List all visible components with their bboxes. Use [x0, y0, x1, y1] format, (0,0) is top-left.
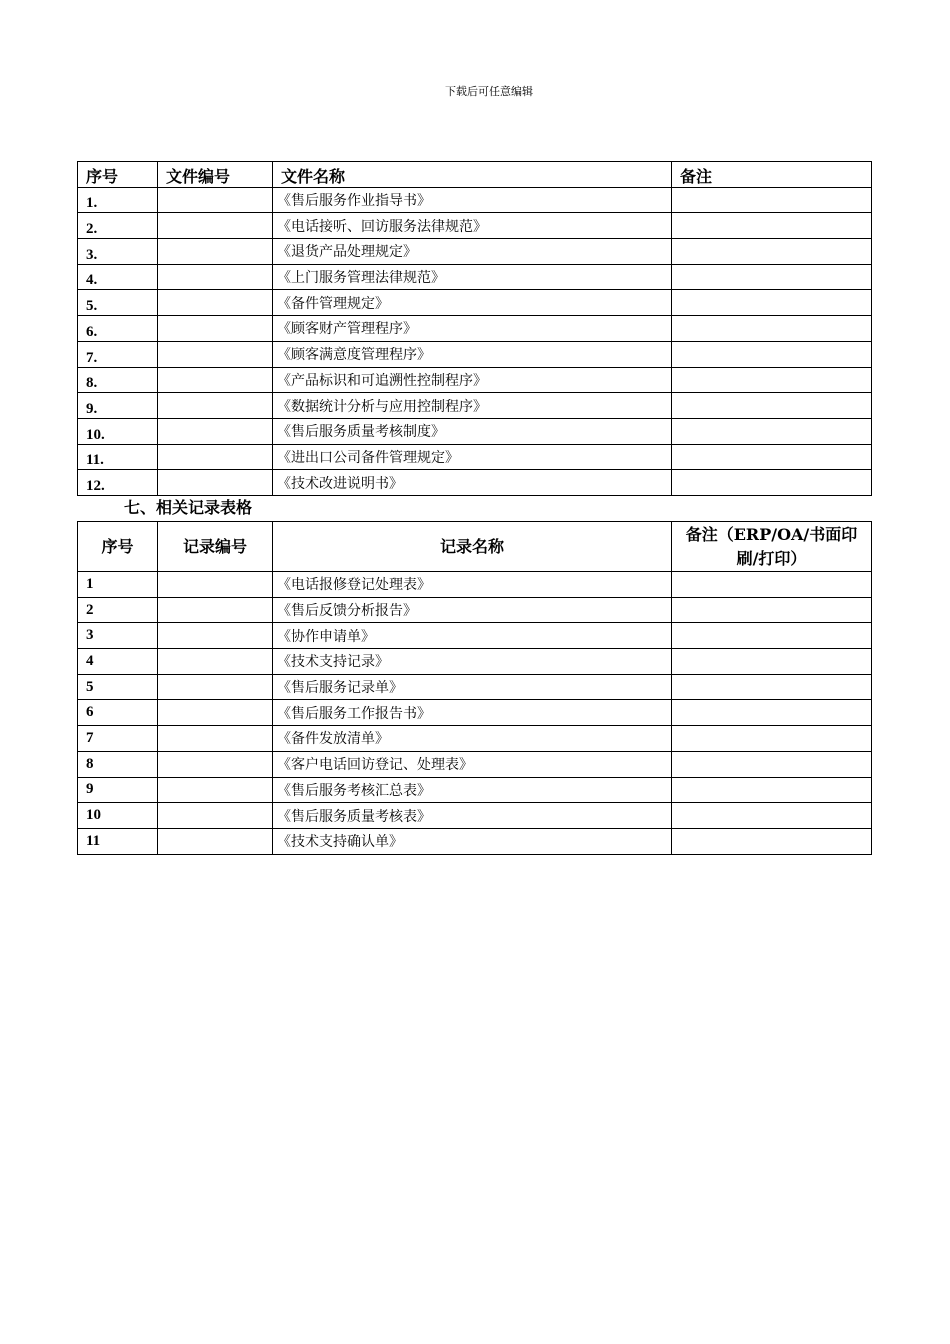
- header-cell-seq: 序号: [78, 522, 158, 572]
- row-name-cell: 《协作申请单》: [273, 623, 672, 649]
- row-note-cell: [672, 803, 872, 829]
- row-name-cell: 《电话报修登记处理表》: [273, 572, 672, 598]
- table-row: [78, 597, 872, 623]
- row-number-cell: 8: [78, 751, 158, 777]
- table-row: [78, 264, 872, 290]
- row-number-cell: 4.: [78, 264, 158, 290]
- files-table: [77, 161, 872, 496]
- row-number-cell: 5.: [78, 290, 158, 316]
- row-code-cell: [158, 367, 273, 393]
- row-number-cell: 10.: [78, 418, 158, 444]
- table-row: [78, 290, 872, 316]
- row-name-cell: 《售后服务记录单》: [273, 674, 672, 700]
- row-name-cell: 《售后服务质量考核表》: [273, 803, 672, 829]
- table-row: [78, 828, 872, 854]
- records-table-header-row: [78, 522, 872, 572]
- row-note-cell: [672, 418, 872, 444]
- row-code-cell: [158, 316, 273, 342]
- row-note-cell: [672, 828, 872, 854]
- row-name-cell: 《技术改进说明书》: [273, 470, 672, 496]
- table-row: [78, 674, 872, 700]
- table-row: [78, 393, 872, 419]
- row-name-cell: 《上门服务管理法律规范》: [273, 264, 672, 290]
- row-note-cell: [672, 674, 872, 700]
- row-note-cell: [672, 751, 872, 777]
- row-note-cell: [672, 470, 872, 496]
- table-row: [78, 572, 872, 598]
- row-name-cell: 《备件发放清单》: [273, 726, 672, 752]
- header-cell-record-name: 记录名称: [273, 522, 672, 572]
- row-code-cell: [158, 418, 273, 444]
- header-cell-file-code: 文件编号: [158, 162, 273, 188]
- row-code-cell: [158, 597, 273, 623]
- row-name-cell: 《客户电话回访登记、处理表》: [273, 751, 672, 777]
- row-number-cell: 2: [78, 597, 158, 623]
- files-table-header-row: [78, 162, 872, 188]
- table-row: [78, 623, 872, 649]
- row-code-cell: [158, 828, 273, 854]
- header-cell-note: 备注: [672, 162, 872, 188]
- table-row: [78, 418, 872, 444]
- row-code-cell: [158, 700, 273, 726]
- table-row: [78, 444, 872, 470]
- row-note-cell: [672, 726, 872, 752]
- row-note-cell: [672, 213, 872, 239]
- row-code-cell: [158, 341, 273, 367]
- row-number-cell: 1.: [78, 187, 158, 213]
- table-row: [78, 213, 872, 239]
- records-table: [77, 521, 872, 855]
- row-code-cell: [158, 470, 273, 496]
- table-row: [78, 239, 872, 265]
- row-number-cell: 2.: [78, 213, 158, 239]
- table-row: [78, 649, 872, 675]
- row-number-cell: 8.: [78, 367, 158, 393]
- section-title: 七、相关记录表格: [124, 498, 253, 517]
- row-code-cell: [158, 649, 273, 675]
- row-name-cell: 《售后服务作业指导书》: [273, 187, 672, 213]
- row-note-cell: [672, 264, 872, 290]
- row-number-cell: 9.: [78, 393, 158, 419]
- row-name-cell: 《备件管理规定》: [273, 290, 672, 316]
- header-note: 下载后可任意编辑: [445, 85, 533, 98]
- row-name-cell: 《售后服务考核汇总表》: [273, 777, 672, 803]
- table-row: [78, 700, 872, 726]
- row-number-cell: 6.: [78, 316, 158, 342]
- table-row: [78, 751, 872, 777]
- table-row: [78, 367, 872, 393]
- row-code-cell: [158, 572, 273, 598]
- row-name-cell: 《售后服务工作报告书》: [273, 700, 672, 726]
- row-number-cell: 10: [78, 803, 158, 829]
- row-name-cell: 《技术支持确认单》: [273, 828, 672, 854]
- header-cell-file-name: 文件名称: [273, 162, 672, 188]
- table-row: [78, 726, 872, 752]
- row-note-cell: [672, 393, 872, 419]
- header-cell-record-note: 备注（ERP/OA/书面印刷/打印）: [672, 522, 872, 572]
- row-note-cell: [672, 444, 872, 470]
- table-row: [78, 777, 872, 803]
- row-note-cell: [672, 777, 872, 803]
- row-code-cell: [158, 674, 273, 700]
- row-number-cell: 11: [78, 828, 158, 854]
- row-number-cell: 9: [78, 777, 158, 803]
- row-name-cell: 《顾客满意度管理程序》: [273, 341, 672, 367]
- row-note-cell: [672, 649, 872, 675]
- row-number-cell: 6: [78, 700, 158, 726]
- row-code-cell: [158, 213, 273, 239]
- header-cell-record-code: 记录编号: [158, 522, 273, 572]
- row-name-cell: 《进出口公司备件管理规定》: [273, 444, 672, 470]
- row-number-cell: 1: [78, 572, 158, 598]
- row-name-cell: 《售后反馈分析报告》: [273, 597, 672, 623]
- row-name-cell: 《电话接听、回访服务法律规范》: [273, 213, 672, 239]
- row-number-cell: 7.: [78, 341, 158, 367]
- row-name-cell: 《退货产品处理规定》: [273, 239, 672, 265]
- row-code-cell: [158, 726, 273, 752]
- row-code-cell: [158, 751, 273, 777]
- row-name-cell: 《顾客财产管理程序》: [273, 316, 672, 342]
- header-cell-seq: 序号: [78, 162, 158, 188]
- row-note-cell: [672, 239, 872, 265]
- row-note-cell: [672, 316, 872, 342]
- row-code-cell: [158, 444, 273, 470]
- table-row: [78, 316, 872, 342]
- row-note-cell: [672, 597, 872, 623]
- row-note-cell: [672, 572, 872, 598]
- row-name-cell: 《售后服务质量考核制度》: [273, 418, 672, 444]
- row-name-cell: 《产品标识和可追溯性控制程序》: [273, 367, 672, 393]
- row-note-cell: [672, 623, 872, 649]
- row-code-cell: [158, 393, 273, 419]
- row-number-cell: 5: [78, 674, 158, 700]
- row-note-cell: [672, 187, 872, 213]
- row-note-cell: [672, 700, 872, 726]
- row-number-cell: 11.: [78, 444, 158, 470]
- table-row: [78, 187, 872, 213]
- row-code-cell: [158, 264, 273, 290]
- row-code-cell: [158, 623, 273, 649]
- row-name-cell: 《技术支持记录》: [273, 649, 672, 675]
- table-row: [78, 803, 872, 829]
- table-row: [78, 470, 872, 496]
- row-code-cell: [158, 290, 273, 316]
- row-code-cell: [158, 239, 273, 265]
- row-number-cell: 12.: [78, 470, 158, 496]
- row-code-cell: [158, 803, 273, 829]
- row-note-cell: [672, 367, 872, 393]
- table-row: [78, 341, 872, 367]
- row-number-cell: 7: [78, 726, 158, 752]
- row-number-cell: 3.: [78, 239, 158, 265]
- row-number-cell: 4: [78, 649, 158, 675]
- row-number-cell: 3: [78, 623, 158, 649]
- row-note-cell: [672, 341, 872, 367]
- row-code-cell: [158, 187, 273, 213]
- row-note-cell: [672, 290, 872, 316]
- row-name-cell: 《数据统计分析与应用控制程序》: [273, 393, 672, 419]
- row-code-cell: [158, 777, 273, 803]
